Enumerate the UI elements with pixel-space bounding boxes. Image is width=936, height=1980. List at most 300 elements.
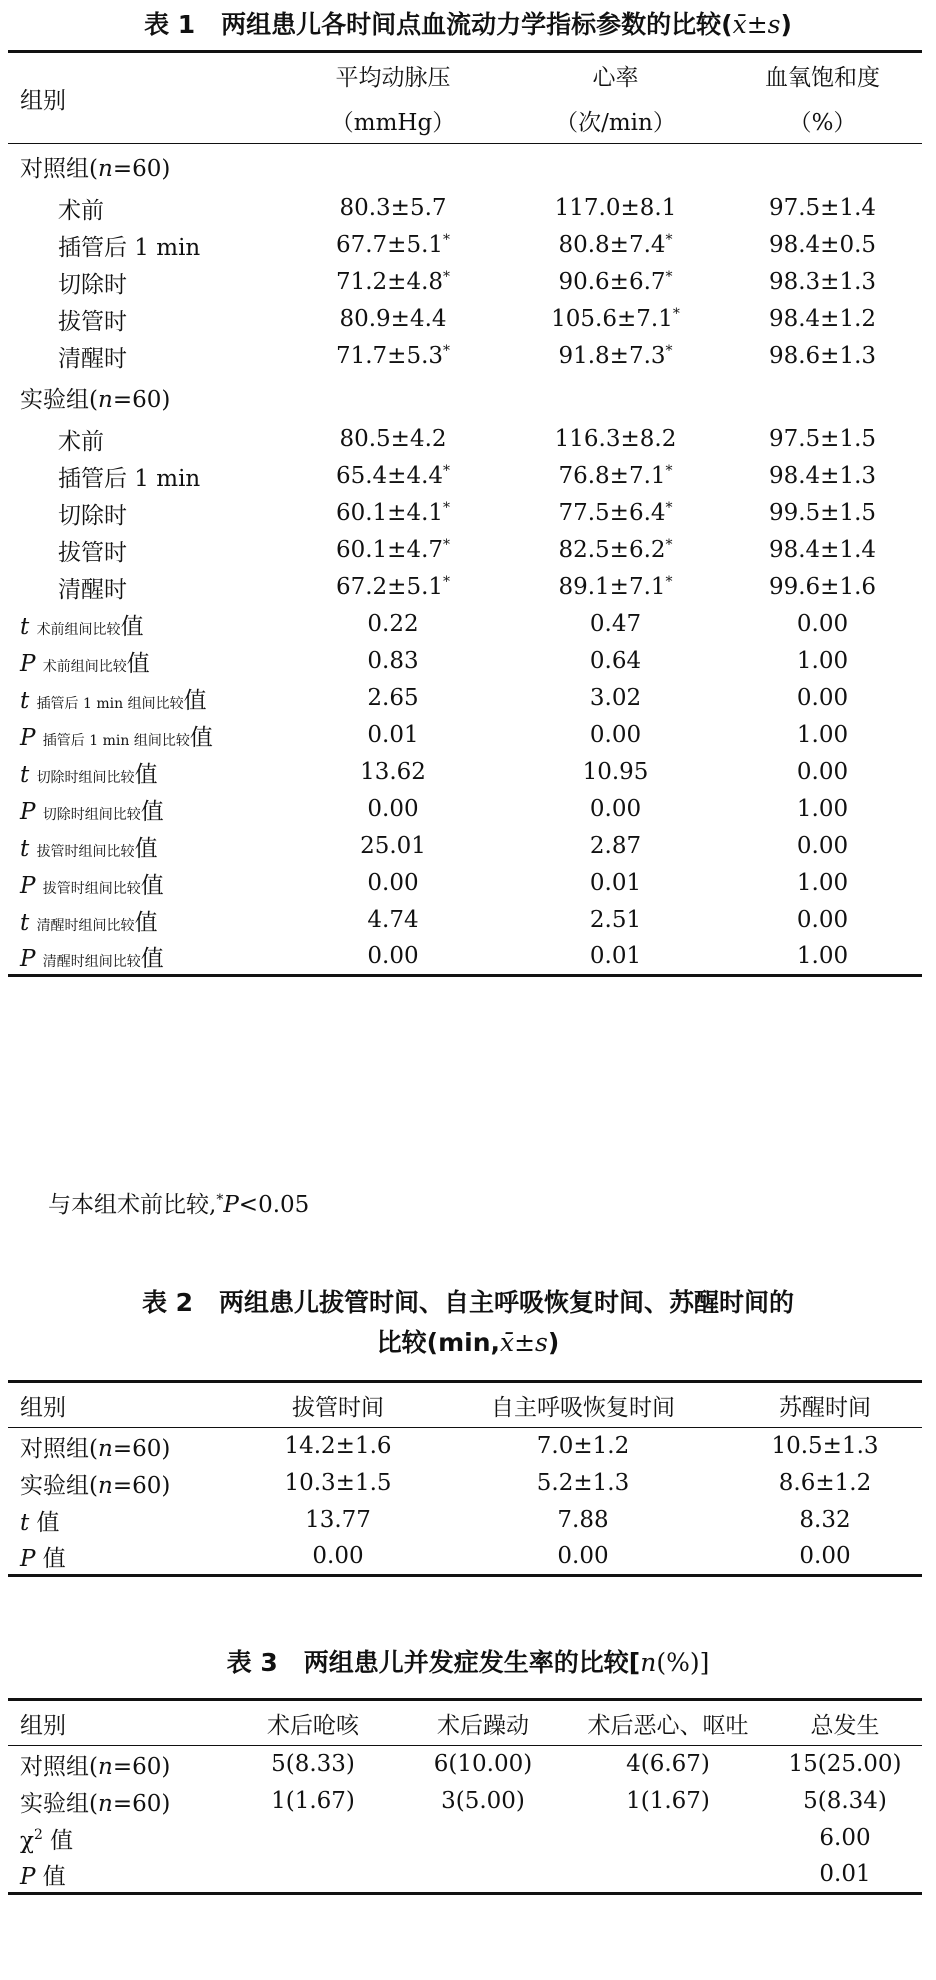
hr-cell <box>508 458 723 495</box>
stat-tail: 值 <box>120 613 144 640</box>
group-label-post: =60) <box>112 156 171 183</box>
hr-value: 0.01 <box>589 943 642 970</box>
stat-label <box>8 606 278 643</box>
map-cell <box>278 606 508 643</box>
hr-value: 0.00 <box>589 796 642 822</box>
stat-tail: 值 <box>35 1545 66 1572</box>
table-row <box>8 865 922 902</box>
chi-superscript: 2 <box>33 1826 43 1843</box>
stat-tail: 值 <box>134 835 158 862</box>
spo2-cell <box>723 717 922 754</box>
table-row <box>8 680 922 717</box>
stat-label <box>8 865 278 902</box>
hr-cell <box>508 643 723 680</box>
map-value: 80.3±5.7 <box>339 195 447 221</box>
significance-star: * <box>665 537 673 553</box>
hr-value: 0.64 <box>589 648 642 674</box>
p-value: 0.00 <box>557 1543 609 1570</box>
map-cell <box>278 532 508 569</box>
significance-star: * <box>665 269 673 285</box>
stat-label <box>8 791 278 828</box>
significance-star: * <box>443 500 451 516</box>
significance-star: * <box>665 232 673 248</box>
spo2-cell <box>723 865 922 902</box>
row-label-text: 清醒时 <box>58 576 127 603</box>
stat-symbol: t <box>20 687 30 714</box>
stat-label <box>8 1502 238 1539</box>
table2-header-recovery: 苏醒时间 <box>779 1394 871 1421</box>
hr-value: 89.1±7.1 <box>558 574 666 600</box>
hr-cell <box>508 717 723 754</box>
stat-label <box>8 680 278 717</box>
hr-cell <box>508 606 723 643</box>
recovery-value: 8.6±1.2 <box>778 1470 872 1496</box>
stat-symbol: P <box>20 872 36 899</box>
t-value: 8.32 <box>799 1507 851 1533</box>
spo2-value: 98.3±1.3 <box>768 269 877 295</box>
spo2-cell <box>723 264 922 301</box>
p-value: 0.01 <box>819 1861 871 1888</box>
table-row <box>8 421 922 458</box>
breathing-value: 7.0±1.2 <box>536 1433 630 1460</box>
stat-subscript: 术前组间比较 <box>36 621 121 638</box>
spo2-cell <box>723 754 922 791</box>
group-label-n: n <box>97 387 113 413</box>
group-label-pre: 实验组( <box>20 1790 98 1817</box>
incidence-value: 15(25.00) <box>788 1751 902 1778</box>
hr-cell <box>508 338 723 375</box>
group-label-pre: 实验组( <box>20 387 98 413</box>
value-cell <box>768 1857 922 1894</box>
map-cell <box>278 301 508 338</box>
table1-unit-spo2: （%） <box>788 109 857 136</box>
table3-header-group: 组别 <box>20 1712 66 1739</box>
incidence-value: 1(1.67) <box>271 1788 355 1814</box>
table-row <box>8 1428 922 1465</box>
table-row <box>8 1857 922 1894</box>
table3 <box>8 1698 922 1895</box>
map-value: 13.62 <box>360 759 426 785</box>
footnote-p: P <box>223 1192 239 1218</box>
spo2-cell <box>723 458 922 495</box>
stat-symbol: P <box>20 798 36 825</box>
group-label-post: =60) <box>112 1753 171 1780</box>
value-cell <box>238 1465 438 1502</box>
spo2-value: 0.00 <box>796 611 849 637</box>
hr-value: 0.47 <box>589 611 642 637</box>
table2-header-extubation: 拔管时间 <box>292 1394 384 1421</box>
hr-cell <box>508 421 723 458</box>
row-label <box>8 532 278 569</box>
significance-star: * <box>665 343 673 359</box>
group-label-n: n <box>97 1472 113 1499</box>
map-value: 2.65 <box>367 685 419 711</box>
spo2-cell <box>723 939 922 976</box>
group-label-post: =60) <box>112 387 171 413</box>
stat-subscript: 拔管时组间比较 <box>42 880 141 897</box>
table3-header-agitation: 术后躁动 <box>437 1712 529 1739</box>
map-value: 65.4±4.4 <box>335 463 444 489</box>
value-cell <box>238 1539 438 1576</box>
row-label-text: 术前 <box>58 428 104 455</box>
table-row <box>8 264 922 301</box>
table3-header-cough: 术后呛咳 <box>267 1712 359 1739</box>
stat-tail: 值 <box>35 1863 66 1890</box>
map-cell <box>278 495 508 532</box>
spo2-value: 99.5±1.5 <box>768 500 877 526</box>
stat-tail: 值 <box>140 945 164 972</box>
spo2-value: 0.00 <box>796 759 849 785</box>
group-label-n: n <box>97 1753 113 1780</box>
table-row <box>8 569 922 606</box>
spo2-cell <box>723 902 922 939</box>
hr-value: 91.8±7.3 <box>558 343 666 369</box>
table1-header-map: 平均动脉压 <box>335 64 451 91</box>
group-label-pre: 对照组( <box>20 1753 98 1780</box>
stat-symbol: t <box>20 613 30 640</box>
stat-symbol: t <box>20 909 30 936</box>
spo2-cell <box>723 532 922 569</box>
empty-cell <box>228 1857 768 1894</box>
table-row <box>8 1465 922 1502</box>
hr-value: 3.02 <box>589 685 642 711</box>
table-row <box>8 1820 922 1857</box>
stat-symbol: t <box>20 835 30 862</box>
table3-caption-number: 表 3 <box>226 1648 278 1677</box>
table2-caption <box>0 1286 936 1360</box>
table1-unit-hr: （次/min） <box>555 109 676 136</box>
spo2-value: 1.00 <box>796 870 849 896</box>
hr-cell <box>508 227 723 264</box>
map-value: 4.74 <box>367 907 419 933</box>
map-value: 0.00 <box>367 796 419 822</box>
stat-tail: 值 <box>29 1509 60 1536</box>
map-cell <box>278 939 508 976</box>
table1-caption-stat: x̄±s <box>732 10 781 39</box>
spo2-cell <box>723 791 922 828</box>
table-row <box>8 458 922 495</box>
stat-label <box>8 754 278 791</box>
stat-subscript: 切除时组间比较 <box>36 769 135 786</box>
value-cell <box>768 1746 922 1783</box>
spo2-cell <box>723 828 922 865</box>
table3-caption-n: n <box>640 1648 657 1677</box>
table2-header-breathing: 自主呼吸恢复时间 <box>491 1394 675 1421</box>
spo2-cell <box>723 421 922 458</box>
row-label <box>8 495 278 532</box>
map-cell <box>278 264 508 301</box>
significance-star: * <box>665 574 673 590</box>
hr-value: 82.5±6.2 <box>558 537 666 563</box>
map-cell <box>278 190 508 227</box>
value-cell <box>568 1746 768 1783</box>
breathing-value: 5.2±1.3 <box>536 1470 630 1496</box>
stat-label <box>8 643 278 680</box>
table1-caption-text: 两组患儿各时间点血流动力学指标参数的比较( <box>221 10 733 39</box>
map-cell <box>278 643 508 680</box>
table-row <box>8 190 922 227</box>
table2-header-group: 组别 <box>20 1394 66 1421</box>
stat-tail: 值 <box>126 650 150 677</box>
stat-subscript: 术前组间比较 <box>42 658 127 675</box>
hr-value: 2.87 <box>589 833 642 859</box>
value-cell <box>228 1746 398 1783</box>
row-label <box>8 338 278 375</box>
hr-cell <box>508 680 723 717</box>
table3-caption-close: (%)] <box>656 1648 710 1677</box>
row-label <box>8 421 278 458</box>
table-row <box>8 791 922 828</box>
stat-subscript: 清醒时组间比较 <box>36 917 135 934</box>
chi-symbol: χ <box>20 1827 34 1854</box>
table-row <box>8 301 922 338</box>
hr-value: 117.0±8.1 <box>554 195 677 221</box>
spo2-cell <box>723 569 922 606</box>
spo2-value: 99.6±1.6 <box>768 574 877 600</box>
hr-cell <box>508 301 723 338</box>
map-value: 60.1±4.1 <box>335 500 444 526</box>
spo2-cell <box>723 227 922 264</box>
row-label-text: 插管后 1 min <box>58 234 201 261</box>
table1-control-group-label <box>8 144 922 190</box>
hr-cell <box>508 902 723 939</box>
stat-symbol: P <box>20 724 36 751</box>
hr-cell <box>508 939 723 976</box>
stat-symbol: P <box>20 1545 36 1572</box>
stat-subscript: 清醒时组间比较 <box>42 953 141 970</box>
table-row <box>8 1783 922 1820</box>
spo2-value: 1.00 <box>796 722 849 748</box>
table2-caption-close: ) <box>547 1328 560 1357</box>
significance-star: * <box>443 537 451 553</box>
table3-caption-text: 两组患儿并发症发生率的比较[ <box>303 1648 641 1677</box>
incidence-value: 5(8.33) <box>271 1751 355 1778</box>
spo2-value: 1.00 <box>796 648 849 674</box>
map-value: 0.83 <box>367 648 419 674</box>
spo2-value: 0.00 <box>796 833 849 859</box>
group-cell <box>8 1428 238 1465</box>
map-cell <box>278 902 508 939</box>
table1-header-hr: 心率 <box>592 64 639 91</box>
significance-star: * <box>443 574 451 590</box>
spo2-value: 97.5±1.5 <box>768 426 877 452</box>
row-label <box>8 569 278 606</box>
table1-caption-close: ) <box>780 10 792 39</box>
hr-value: 76.8±7.1 <box>558 463 666 489</box>
recovery-value: 10.5±1.3 <box>771 1433 879 1460</box>
map-value: 67.7±5.1 <box>335 232 444 258</box>
stat-tail: 值 <box>183 687 207 714</box>
group-label-pre: 对照组( <box>20 1435 98 1462</box>
incidence-value: 4(6.67) <box>626 1751 710 1778</box>
footnote-star: * <box>216 1192 224 1208</box>
value-cell <box>438 1539 728 1576</box>
stat-subscript: 插管后 1 min 组间比较 <box>42 732 190 749</box>
map-cell <box>278 865 508 902</box>
table1-unit-map: （mmHg） <box>330 109 456 136</box>
stat-subscript: 拔管时组间比较 <box>36 843 135 860</box>
value-cell <box>438 1502 728 1539</box>
map-value: 60.1±4.7 <box>335 537 444 563</box>
value-cell <box>438 1428 728 1465</box>
value-cell <box>398 1746 568 1783</box>
significance-star: * <box>665 500 673 516</box>
table-row <box>8 338 922 375</box>
stat-label <box>8 1820 228 1857</box>
incidence-value: 1(1.67) <box>626 1788 710 1814</box>
stat-symbol: t <box>20 1509 30 1536</box>
hr-value: 77.5±6.4 <box>558 500 666 526</box>
group-label-pre: 实验组( <box>20 1472 98 1499</box>
table-row <box>8 754 922 791</box>
spo2-cell <box>723 190 922 227</box>
incidence-value: 3(5.00) <box>441 1788 525 1814</box>
value-cell <box>768 1783 922 1820</box>
spo2-value: 97.5±1.4 <box>768 195 877 221</box>
hr-value: 90.6±6.7 <box>558 269 666 295</box>
row-label <box>8 301 278 338</box>
stat-label <box>8 1539 238 1576</box>
hr-cell <box>508 495 723 532</box>
stat-symbol: t <box>20 761 30 788</box>
table1 <box>8 50 922 977</box>
value-cell <box>438 1465 728 1502</box>
row-label <box>8 458 278 495</box>
significance-star: * <box>443 269 451 285</box>
footnote-tail: <0.05 <box>238 1192 310 1218</box>
table1-caption <box>0 8 936 42</box>
table-row <box>8 495 922 532</box>
spo2-cell <box>723 643 922 680</box>
hr-cell <box>508 828 723 865</box>
spo2-cell <box>723 495 922 532</box>
value-cell <box>568 1783 768 1820</box>
spo2-value: 98.4±1.4 <box>768 537 877 563</box>
row-label <box>8 227 278 264</box>
spo2-value: 0.00 <box>796 907 849 933</box>
hr-value: 0.01 <box>589 870 642 896</box>
row-label-text: 拔管时 <box>58 308 127 335</box>
spo2-value: 0.00 <box>796 685 849 711</box>
value-cell <box>398 1783 568 1820</box>
table3-header-nausea: 术后恶心、呕吐 <box>587 1712 749 1739</box>
value-cell <box>228 1783 398 1820</box>
spo2-value: 98.4±0.5 <box>768 232 877 258</box>
stat-tail: 值 <box>189 724 213 751</box>
stat-label <box>8 902 278 939</box>
hr-cell <box>508 791 723 828</box>
footnote-text: 与本组术前比较, <box>48 1192 217 1218</box>
stat-tail: 值 <box>140 872 164 899</box>
p-value: 0.00 <box>312 1543 364 1570</box>
spo2-cell <box>723 680 922 717</box>
significance-star: * <box>672 306 680 322</box>
table-row <box>8 1502 922 1539</box>
map-cell <box>278 791 508 828</box>
hr-value: 0.00 <box>589 722 642 748</box>
row-label <box>8 264 278 301</box>
table2-caption-text: 两组患儿拔管时间、自主呼吸恢复时间、苏醒时间的 <box>219 1288 795 1317</box>
group-cell <box>8 1465 238 1502</box>
map-value: 0.01 <box>367 722 419 748</box>
map-value: 0.00 <box>367 943 419 970</box>
group-label-n: n <box>97 1790 113 1817</box>
spo2-cell <box>723 301 922 338</box>
table1-header-spo2: 血氧饱和度 <box>765 64 880 91</box>
hr-cell <box>508 865 723 902</box>
t-value: 7.88 <box>557 1507 609 1533</box>
row-label-text: 插管后 1 min <box>58 465 201 492</box>
spo2-value: 1.00 <box>796 943 849 970</box>
stat-tail: 值 <box>134 909 158 936</box>
hr-value: 80.8±7.4 <box>558 232 666 258</box>
significance-star: * <box>443 232 451 248</box>
map-value: 71.7±5.3 <box>335 343 444 369</box>
map-value: 25.01 <box>360 833 426 859</box>
table-row <box>8 1539 922 1576</box>
hr-value: 10.95 <box>582 759 649 785</box>
significance-star: * <box>443 463 451 479</box>
spo2-value: 1.00 <box>796 796 849 822</box>
hr-value: 2.51 <box>589 907 642 933</box>
spo2-cell <box>723 338 922 375</box>
table3-caption <box>0 1646 936 1680</box>
value-cell <box>728 1502 922 1539</box>
table-row <box>8 606 922 643</box>
map-value: 80.5±4.2 <box>339 426 447 452</box>
extubation-value: 10.3±1.5 <box>284 1470 392 1496</box>
table-row <box>8 939 922 976</box>
map-value: 0.00 <box>367 870 419 896</box>
value-cell <box>238 1428 438 1465</box>
value-cell <box>768 1820 922 1857</box>
table3-header-total: 总发生 <box>810 1712 880 1739</box>
table-row <box>8 532 922 569</box>
stat-tail: 值 <box>140 798 164 825</box>
group-cell <box>8 1783 228 1820</box>
row-label <box>8 190 278 227</box>
row-label-text: 切除时 <box>58 502 127 529</box>
stat-label <box>8 1857 228 1894</box>
map-value: 80.9±4.4 <box>339 306 447 332</box>
significance-star: * <box>443 343 451 359</box>
table1-experiment-group-label <box>8 375 922 421</box>
group-cell <box>8 1746 228 1783</box>
table2 <box>8 1380 922 1577</box>
stat-label <box>8 828 278 865</box>
stat-tail: 值 <box>134 761 158 788</box>
map-cell <box>278 717 508 754</box>
table-row <box>8 643 922 680</box>
stat-subscript: 切除时组间比较 <box>42 806 141 823</box>
empty-cell <box>228 1820 768 1857</box>
map-cell <box>278 458 508 495</box>
extubation-value: 14.2±1.6 <box>284 1433 392 1460</box>
stat-symbol: P <box>20 1863 36 1890</box>
group-label-n: n <box>97 156 113 183</box>
significance-star: * <box>665 463 673 479</box>
value-cell <box>728 1428 922 1465</box>
row-label-text: 清醒时 <box>58 345 127 372</box>
map-cell <box>278 227 508 264</box>
group-label-post: =60) <box>112 1790 171 1817</box>
hr-cell <box>508 532 723 569</box>
spo2-value: 98.6±1.3 <box>768 343 877 369</box>
table-row <box>8 828 922 865</box>
map-cell <box>278 754 508 791</box>
p-value: 0.00 <box>799 1543 851 1570</box>
map-cell <box>278 421 508 458</box>
